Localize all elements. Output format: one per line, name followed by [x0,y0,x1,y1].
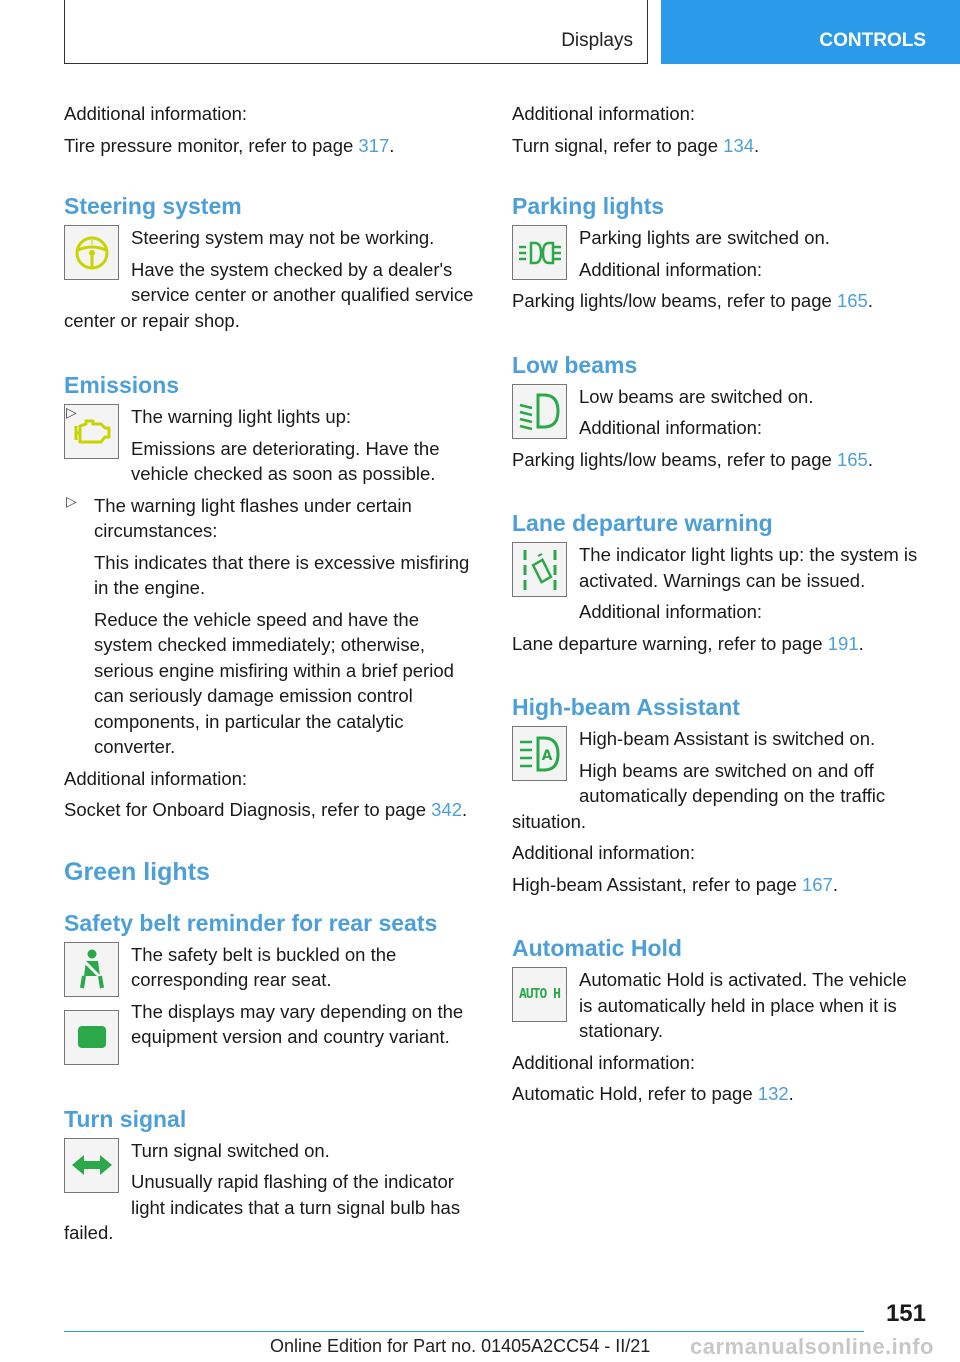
low-beams-line-1: Low beams are switched on. [579,385,814,407]
high-beam-assistant-line-1: High-beam Assistant is switched on. [579,728,876,749]
low-beams-additional-info: Additional information: [579,417,763,438]
page-number: 151 [885,1300,926,1327]
high-beam-assistant-line-2: High beams are switched on and off automatically depending on the traffic situation. [512,759,886,832]
lane-departure-heading: Lane departure warning [512,510,773,536]
turn-signal-line-1: Turn signal switched on. [131,1139,330,1161]
safety-belt-line-1: The safety belt is buckled on the corresponding rear seat. [131,943,397,990]
turn-signal-heading: Turn signal [64,1105,187,1132]
automatic-hold-line-1: Automatic Hold is activated. The vehicle is automatically held in place when it is stationary. [579,969,907,1041]
header-section-box [64,0,648,64]
turn-signal-arrows-icon [64,1138,119,1193]
safety-belt-heading: Safety belt reminder for rear seats [64,909,438,936]
obd-socket-ref: Socket for Onboard Diagnosis, refer to page 342. [64,799,468,820]
steering-line-1: Steering system may not be working. [131,227,435,248]
emissions-heading: Emissions [64,372,180,398]
parking-lights-page-link[interactable]: 165 [836,290,868,311]
parking-lights-line-1: Parking lights are switched on. [579,227,830,248]
edition-footer: Online Edition for Part no. 01405A2CC54 - II/21 [270,1336,651,1356]
automatic-hold-ref: Automatic Hold, refer to page 132. [512,1083,794,1104]
lane-departure-page-link[interactable]: 191 [827,632,859,654]
header-chapter-tab [661,0,960,64]
automatic-hold-heading: Automatic Hold [512,935,682,961]
watermark: carmanualsonline.info [690,1334,934,1359]
steering-warning-icon [64,225,119,280]
high-beam-assistant-ref: High-beam Assistant, refer to page 167. [512,873,838,895]
additional-info-label-right: Additional information: [512,103,696,124]
steering-system-heading: Steering system [64,193,242,219]
emissions-bullet-1: ▷ The warning light lights up: Emissions are deteriorating. Have the vehicle checked as soon as possible. [64,404,480,487]
turn-signal-line-2: Unusually rapid flashing of the indicator light indicates that a turn signal bulb has failed. [64,1171,461,1243]
low-beams-icon [512,384,567,439]
green-lights-heading: Green lights [64,857,210,886]
low-beams-heading: Low beams [512,351,638,378]
lane-departure-additional-info: Additional information: [579,601,763,622]
emissions-bullet-2-sub-1: This indicates that there is excessive misfiring in the engine. [94,551,470,598]
parking-lights-icon [512,225,567,280]
lane-departure-ref: Lane departure warning, refer to page 191. [512,632,864,654]
right-column [512,101,924,1107]
turn-signal-page-link[interactable]: 134 [723,134,755,156]
seatbelt-icon [64,942,119,997]
emissions-bullet-1-sub: Emissions are deteriorating. Have the vehicle checked as soon as possible. [131,437,440,484]
emissions-additional-info-label: Additional information: [64,767,248,789]
turn-signal-ref: Turn signal, refer to page 134. [512,134,760,156]
obd-socket-page-link[interactable]: 342 [431,799,462,820]
safety-belt-line-2: The displays may vary depending on the equipment version and country variant. [131,1000,464,1047]
parking-lights-additional-info: Additional information: [579,258,763,280]
parking-lights-ref: Parking lights/low beams, refer to page 165. [512,290,873,311]
tire-pressure-page-link[interactable]: 317 [358,134,390,156]
emissions-bullet-1-text: The warning light lights up: [131,406,352,427]
high-beam-assistant-additional-info: Additional information: [512,842,696,863]
left-column [64,101,480,1246]
low-beams-page-link[interactable]: 165 [836,448,868,470]
high-beam-assistant-page-link[interactable]: 167 [801,873,833,895]
svg-text:!: ! [89,238,94,250]
header-chapter-label: CONTROLS [819,30,926,51]
high-beam-assistant-heading: High-beam Assistant [512,694,740,720]
header-section-label: Displays [561,30,633,51]
tire-pressure-ref: Tire pressure monitor, refer to page 317. [64,134,395,156]
additional-info-label: Additional information: [64,103,248,124]
emissions-bullet-2-text: The warning light flashes under certain circumstances: [94,494,412,541]
auto-hold-icon-text: AUTO H [519,987,560,1002]
low-beams-ref: Parking lights/low beams, refer to page 165. [512,448,873,470]
high-beam-assistant-icon [512,726,567,781]
rear-seat-indicator-icon [64,1010,119,1065]
auto-hold-icon [512,967,567,1022]
emissions-bullet-2-sub-2: Reduce the vehicle speed and have the system checked immediately; otherwise, serious engine misfiring within a brief period can seriously damage emission control components, in particular the catalytic converter. [94,608,454,757]
footer-rule [64,1331,864,1332]
emissions-bullet-2: ▷ The warning light flashes under certain circumstances: This indicates that there is excessive misfiring in the engine. Reduce the vehicle speed and have the system checked immediately; otherwise, serious engine misfiring within a brief period can seriously damage emission control components, in particular the catalytic converter. [64,493,480,760]
lane-departure-line-1: The indicator light lights up: the system is activated. Warnings can be issued. [579,544,918,591]
automatic-hold-page-link[interactable]: 132 [757,1083,789,1104]
steering-line-2: Have the system checked by a dealer's service center or another qualified service center or repair shop. [64,258,474,331]
lane-departure-icon [512,542,567,597]
svg-text:A: A [541,747,552,764]
safety-belt-icons [64,938,131,1068]
automatic-hold-additional-info: Additional information: [512,1051,696,1073]
parking-lights-heading: Parking lights [512,193,665,219]
